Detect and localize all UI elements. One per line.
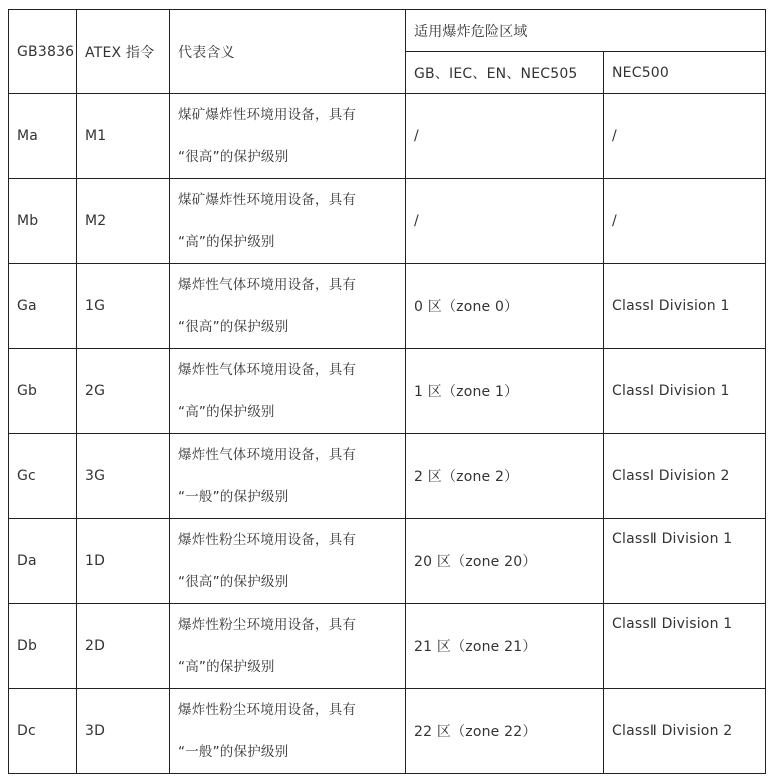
cell-desc [170, 434, 406, 519]
header-row-top [9, 10, 766, 52]
table-row [9, 689, 766, 774]
desc-line-1: 爆炸性气体环境用设备，具有 [178, 447, 357, 463]
cell-nec: / [604, 179, 766, 264]
cell-nec: ClassⅠ Division 1 [604, 349, 766, 434]
table-row [9, 94, 766, 179]
desc-line-1: 煤矿爆炸性环境用设备，具有 [178, 192, 357, 208]
cell-nec: / [604, 94, 766, 179]
header-meaning: 代表含义 [170, 10, 406, 94]
desc-line-2: “高”的保护级别 [178, 234, 275, 250]
cell-zone: / [406, 179, 604, 264]
header-zones-group: 适用爆炸危险区域 [406, 10, 766, 52]
cell-nec: ClassⅡ Division 1 [604, 604, 766, 689]
cell-zone: 22 区（zone 22） [406, 689, 604, 774]
cell-zone: 21 区（zone 21） [406, 604, 604, 689]
cell-gb: Ga [9, 264, 77, 349]
desc-line-2: “高”的保护级别 [178, 404, 275, 420]
cell-atex: M2 [77, 179, 170, 264]
cell-gb: Mb [9, 179, 77, 264]
cell-gb: Da [9, 519, 77, 604]
desc-line-2: “很高”的保护级别 [178, 319, 289, 335]
header-atex: ATEX 指令 [77, 10, 170, 94]
desc-line-1: 爆炸性气体环境用设备，具有 [178, 362, 357, 378]
cell-nec: ClassⅡ Division 1 [604, 519, 766, 604]
cell-atex: 1G [77, 264, 170, 349]
cell-gb: Dc [9, 689, 77, 774]
cell-desc [170, 519, 406, 604]
cell-desc [170, 349, 406, 434]
cell-nec: ClassⅠ Division 2 [604, 434, 766, 519]
table-row [9, 519, 766, 604]
cell-gb: Gb [9, 349, 77, 434]
cell-atex: M1 [77, 94, 170, 179]
cell-atex: 2G [77, 349, 170, 434]
cell-zone: 2 区（zone 2） [406, 434, 604, 519]
cell-atex: 3G [77, 434, 170, 519]
desc-line-1: 煤矿爆炸性环境用设备，具有 [178, 107, 357, 123]
cell-desc [170, 179, 406, 264]
header-gb3836: GB3836 [9, 10, 77, 94]
cell-desc [170, 94, 406, 179]
cell-zone: 1 区（zone 1） [406, 349, 604, 434]
header-nec500: NEC500 [604, 52, 766, 94]
desc-line-1: 爆炸性气体环境用设备，具有 [178, 277, 357, 293]
cell-gb: Db [9, 604, 77, 689]
desc-line-1: 爆炸性粉尘环境用设备，具有 [178, 617, 357, 633]
cell-desc [170, 689, 406, 774]
table-row [9, 434, 766, 519]
desc-line-1: 爆炸性粉尘环境用设备，具有 [178, 532, 357, 548]
desc-line-2: “一般”的保护级别 [178, 744, 289, 760]
protection-level-table-container [8, 9, 766, 774]
cell-desc [170, 264, 406, 349]
cell-nec: ClassⅡ Division 2 [604, 689, 766, 774]
cell-atex: 1D [77, 519, 170, 604]
cell-gb: Ma [9, 94, 77, 179]
desc-line-1: 爆炸性粉尘环境用设备，具有 [178, 702, 357, 718]
cell-zone: 0 区（zone 0） [406, 264, 604, 349]
table-row [9, 179, 766, 264]
cell-nec: ClassⅠ Division 1 [604, 264, 766, 349]
cell-zone: 20 区（zone 20） [406, 519, 604, 604]
cell-atex: 3D [77, 689, 170, 774]
table-row [9, 604, 766, 689]
table-row [9, 264, 766, 349]
cell-zone: / [406, 94, 604, 179]
table-row [9, 349, 766, 434]
protection-level-table [8, 9, 766, 774]
desc-line-2: “一般”的保护级别 [178, 489, 289, 505]
cell-desc [170, 604, 406, 689]
desc-line-2: “高”的保护级别 [178, 659, 275, 675]
cell-atex: 2D [77, 604, 170, 689]
header-gb-iec: GB、IEC、EN、NEC505 [406, 52, 604, 94]
desc-line-2: “很高”的保护级别 [178, 149, 289, 165]
desc-line-2: “很高”的保护级别 [178, 574, 289, 590]
cell-gb: Gc [9, 434, 77, 519]
